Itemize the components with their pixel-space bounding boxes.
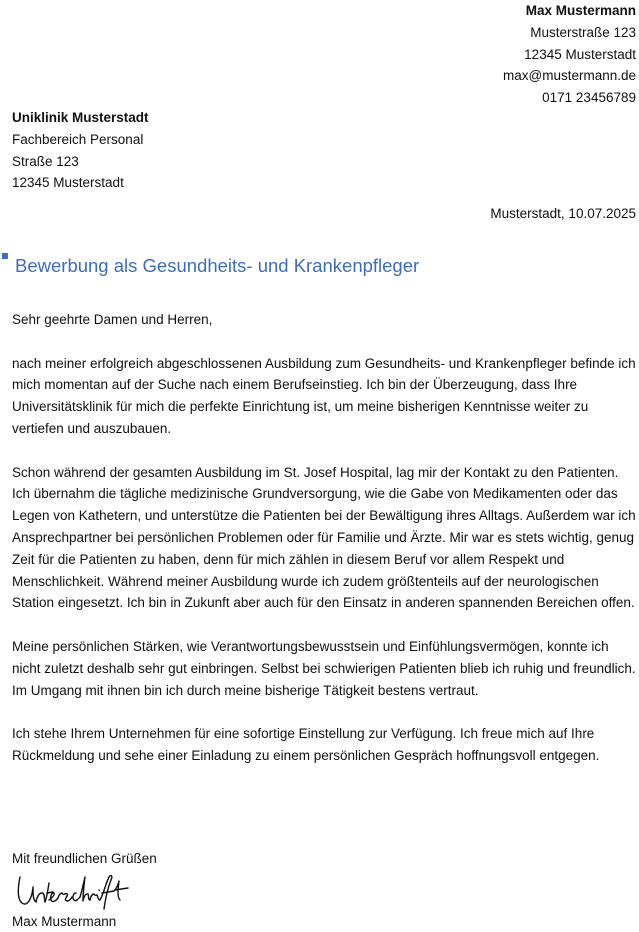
signature-icon (14, 869, 136, 911)
paragraph-experience: Schon während der gesamten Ausbildung im St. Josef Hospital, lag mir der Kontakt zu den Patienten. Ich übernahm die tägliche medizinische Grundversorgung, wie die Gabe von Medikamenten oder das Legen von Kathetern, und unterstütze die Patienten bei der Bewältigung ihres Alltags. Außerdem war ich Ansprechpartner bei persönlichen Problemen oder für Familie und Ärzte. Mir war es stets wichtig, genug Zeit für die Patienten zu haben, denn für mich zählen in diesem Beruf vor allem Respekt und Menschlichkeit. Während meiner Ausbildung wurde ich zudem größtenteils auf der neurologischen Station eingesetzt. Ich bin in Zukunft aber auch für den Einsatz in anderen spannenden Bereichen offen. (12, 464, 636, 611)
paragraph-strengths: Meine persönlichen Stärken, wie Verantwortungsbewusstsein und Einfühlungsvermögen, konnte ich nicht zuletzt deshalb sehr gut einbringen. Selbst bei schwierigen Patienten blieb ich ruhig und freundlich. Im Umgang mit ihnen bin ich durch meine bisherige Tätigkeit bestens vertraut. (12, 638, 636, 698)
sender-name: Max Mustermann (525, 3, 636, 18)
recipient-block (12, 107, 149, 194)
subject-heading: Bewerbung als Gesundheits- und Krankenpfleger (15, 255, 420, 276)
paragraph-closing: Ich stehe Ihrem Unternehmen für eine sofortige Einstellung zur Verfügung. Ich freue mich auf Ihre Rückmeldung und sehe einer Einladung zu einem persönlichen Gespräch hoffnungsvoll entgegen. (12, 726, 600, 763)
closing-phrase: Mit freundlichen Grüßen (12, 851, 157, 866)
subject-marker-icon (2, 253, 8, 259)
sender-block (503, 0, 636, 109)
recipient-organization: Uniklinik Musterstadt (12, 110, 149, 125)
sender-phone: 0171 23456789 (542, 90, 636, 106)
salutation: Sehr geehrte Damen und Herren, (12, 312, 213, 327)
paragraph-intro: nach meiner erfolgreich abgeschlossenen Ausbildung zum Gesundheits- und Krankenpfleger befinde ich mich momentan auf der Suche nach einem Berufseinstieg. Ich bin der Überzeugung, dass Ihre Universitätsklinik für mich die perfekte Einrichtung ist, um meine bisherigen Kenntnisse weiter zu vertiefen und auszubauen. (12, 355, 636, 436)
recipient-department: Fachbereich Personal (12, 131, 144, 147)
recipient-street: Straße 123 (12, 153, 79, 169)
sender-street: Musterstraße 123 (530, 24, 636, 40)
sender-email: max@mustermann.de (502, 68, 636, 84)
signer-name: Max Mustermann (12, 914, 117, 929)
recipient-city: 12345 Musterstadt (12, 175, 124, 191)
sender-city: 12345 Musterstadt (524, 46, 636, 62)
letter-body (12, 309, 637, 789)
date-line: Musterstadt, 10.07.2025 (490, 206, 636, 221)
